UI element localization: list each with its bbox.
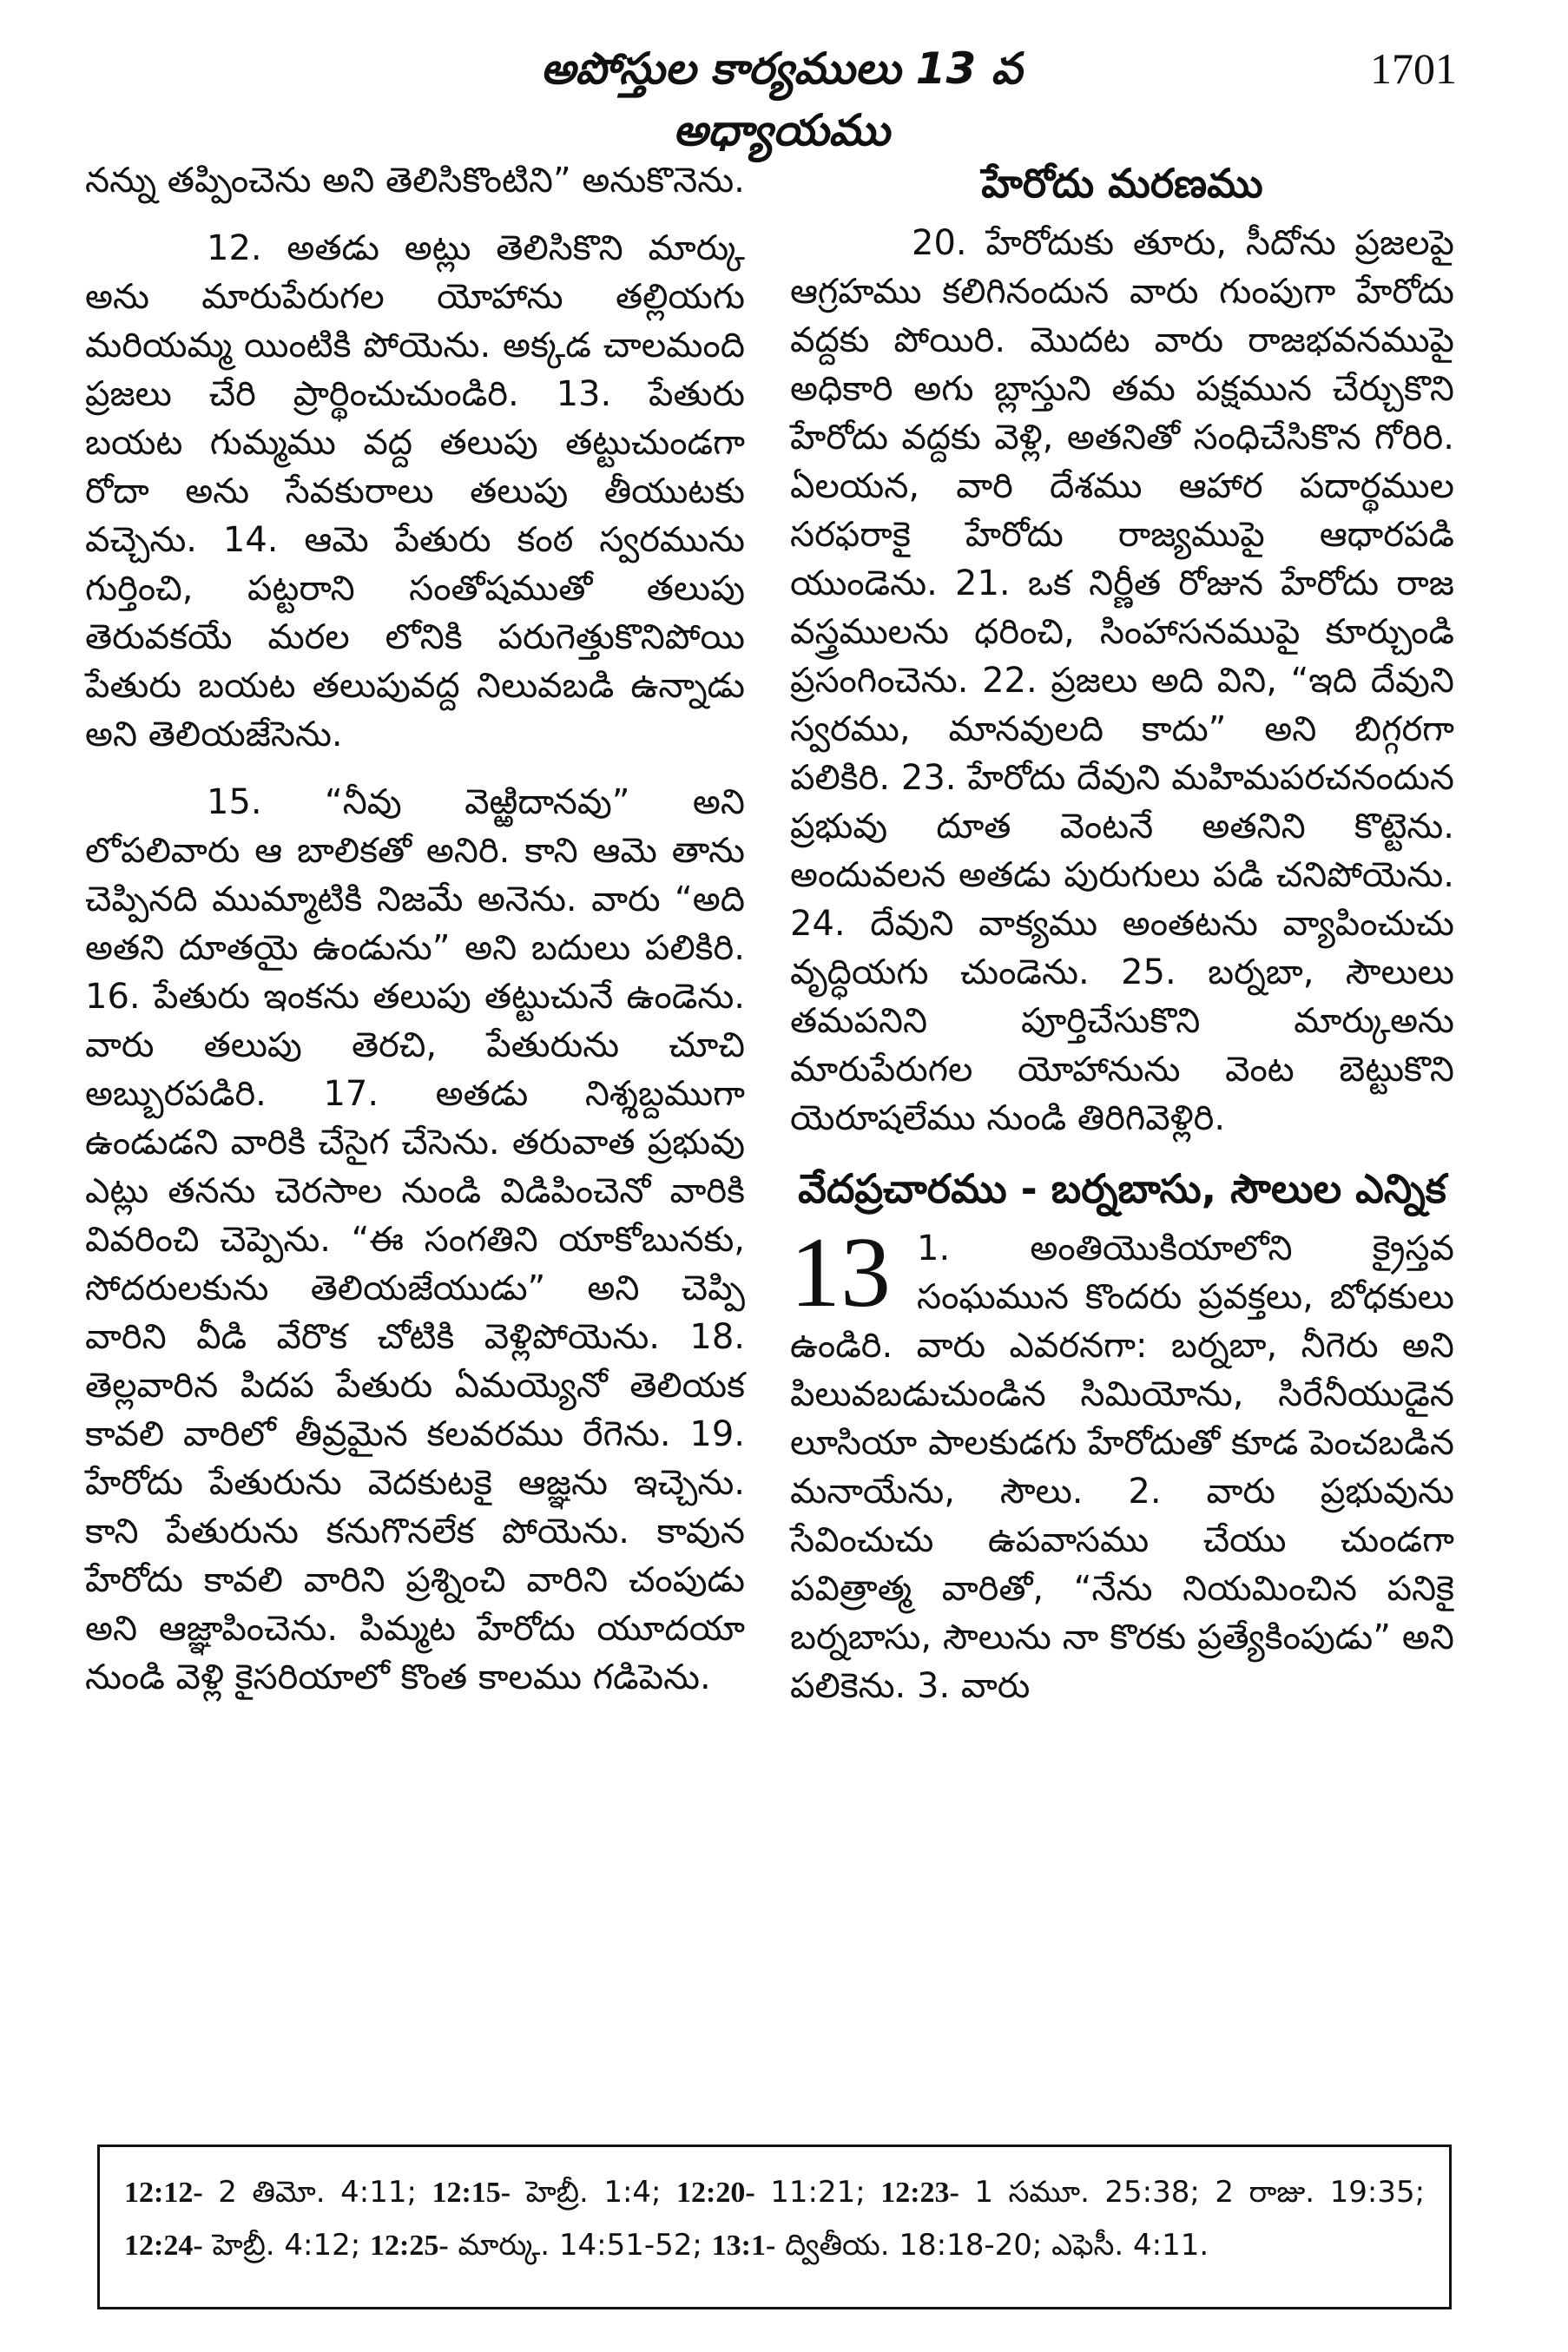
cross-reference-box [97,2144,1452,2309]
cross-reference [712,2228,1209,2263]
reference-text: హెబ్రీ. 4:12; [212,2228,361,2263]
reference-text: ద్వితీయ. 18:18-20; ఎఫెసీ. 4:11. [785,2228,1209,2263]
paragraph: నన్ను తప్పించెను అని తెలిసికొంటిని” అనుకొనెను. [85,161,745,201]
reference-text: మార్కు. 14:51-52; [458,2228,702,2263]
paragraph-text: 1. అంతియొకియాలోని క్రైస్తవ సంఘమున కొందరు ప్రవక్తలు, బోధకులు ఉండిరి. వారు ఎవరనగా: బర్నబా, నీగెరు అని పిలువబడుచుండిన సిమియోను, సిరేనీయుడైన లూసియా పాలకుడగు హేరోదుతో కూడ పెంచబడిన మనాయేను, సౌలు. 2. వారు ప్రభువును సేవించుచు ఉపవాసము చేయు చుండగా పవిత్రాత్మ వారితో, “నేను నియమించిన పనికై బర్నబాసు, సౌలును నా కొరకు ప్రత్యేకింపుడు” అని పలికెను. 3. వారు [790,1229,1454,1706]
reference-label: 12:24- [124,2230,203,2262]
right-column [790,156,1454,1729]
cross-reference [124,2175,417,2210]
cross-reference [880,2175,1425,2210]
reference-text: 11:21; [770,2175,866,2210]
reference-text: హెబ్రీ. 1:4; [525,2175,662,2210]
paragraph: 15. “నీవు వెఱ్ఱిదానవు” అని లోపలివారు ఆ బాలికతో అనిరి. కాని ఆమె తాను చెప్పినది ముమ్మాటికి నిజమే అనెను. వారు “అది అతని దూతయై ఉండును” అని బదులు పలికిరి. 16. పేతురు ఇంకను తలుపు తట్టుచునే ఉండెను. వారు తలుపు తెరచి, పేతురును చూచి అబ్బురపడిరి. 17. అతడు నిశ్శబ్దముగా ఉండుడని వారికి చేసైగ చేసెను. తరువాత ప్రభువు ఎట్లు తనను చెరసాల నుండి విడిపించెనో వారికి వివరించి చెప్పెను. “ఈ సంగతిని యాకోబునకు, సోదరులకును తెలియజేయుడు” అని చెప్పి వారిని వీడి వేరొక చోటికి వెళ్లిపోయెను. 18. తెల్లవారిన పిదప పేతురు ఏమయ్యెనో తెలియక కావలి వారిలో తీవ్రమైన కలవరము రేగెను. 19. హేరోదు పేతురును వెదకుటకై ఆజ్ఞను ఇచ్చెను. కాని పేతురును కనుగొనలేక పోయెను. కావున హేరోదు కావలి వారిని ప్రశ్నించి వారిని చంపుడు అని ఆజ్ఞాపించెను. పిమ్మట హేరోదు యూదయా నుండి వెళ్లి కైసరియాలో కొంత కాలము గడిపెను. [85,782,745,1697]
section-heading: వేదప్రచారము - బర్నబాసు, సౌలుల ఎన్నిక [798,1165,1446,1212]
reference-label: 12:12- [124,2177,203,2209]
reference-label: 12:20- [676,2177,755,2209]
paragraph: 12. అతడు అట్లు తెలిసికొని మార్కు అను మారుపేరుగల యోహాను తల్లియగు మరియమ్మ యింటికి పోయెను. అక్కడ చాలమంది ప్రజలు చేరి ప్రార్థించుచుండిరి. 13. పేతురు బయట గుమ్మము వద్ద తలుపు తట్టుచుండగా రోదా అను సేవకురాలు తలుపు తీయుటకు వచ్చెను. 14. ఆమె పేతురు కంఠ స్వరమును గుర్తించి, పట్టరాని సంతోషముతో తలుపు తెరువకయే మరల లోనికి పరుగెత్తుకొనిపోయి పేతురు బయట తలుపువద్ద నిలువబడి ఉన్నాడు అని తెలియజేసెను. [85,228,745,754]
cross-reference [432,2175,661,2210]
cross-reference [370,2228,702,2263]
running-title: అపోస్తుల కార్యములు 13 వ అధ్యాయము [540,43,1023,155]
reference-label: 12:23- [880,2177,959,2209]
reference-text: 2 తిమో. 4:11; [218,2175,417,2210]
chapter-paragraph [790,1217,1454,1710]
reference-label: 13:1- [711,2230,776,2262]
reference-label: 12:15- [432,2177,511,2209]
left-column [85,156,745,1721]
paragraph: 20. హేరోదుకు తూరు, సీదోను ప్రజలపై ఆగ్రహము కలిగినందున వారు గుంపుగా హేరోదు వద్దకు పోయిరి. మొదట వారు రాజభవనముపై అధికారి అగు బ్లాస్తుని తమ పక్షమున చేర్చుకొని హేరోదు వద్దకు వెళ్లి, అతనితో సంధిచేసికొన గోరిరి. ఏలయన, వారి దేశము ఆహార పదార్థముల సరఫరాకై హేరోదు రాజ్యముపై ఆధారపడి యుండెను. 21. ఒక నిర్ణీత రోజున హేరోదు రాజ వస్త్రములను ధరించి, సింహాసనముపై కూర్చుండి ప్రసంగించెను. 22. ప్రజలు అది విని, “ఇది దేవుని స్వరము, మానవులది కాదు” అని బిగ్గరగా పలికిరి. 23. హేరోదు దేవుని మహిమపరచనందున ప్రభువు దూత వెంటనే అతనిని కొట్టెను. అందువలన అతడు పురుగులు పడి చనిపోయెను. 24. దేవుని వాక్యము అంతటను వ్యాపించుచు వృద్ధియగు చుండెను. 25. బర్నబా, సౌలులు తమపనిని పూర్తిచేసుకొని మార్కుఅను మారుపేరుగల యోహానును వెంట బెట్టుకొని యెరూషలేము నుండి తిరిగివెళ్లిరి. [790,223,1454,1138]
reference-label: 12:25- [370,2230,449,2262]
cross-reference [676,2175,866,2210]
section-heading: హేరోదు మరణము [981,160,1263,207]
reference-text: 1 సమూ. 25:38; 2 రాజు. 19:35; [974,2175,1426,2210]
page-number: 1701 [1370,44,1457,93]
chapter-number: 13 [790,1217,891,1328]
cross-reference [124,2228,360,2263]
